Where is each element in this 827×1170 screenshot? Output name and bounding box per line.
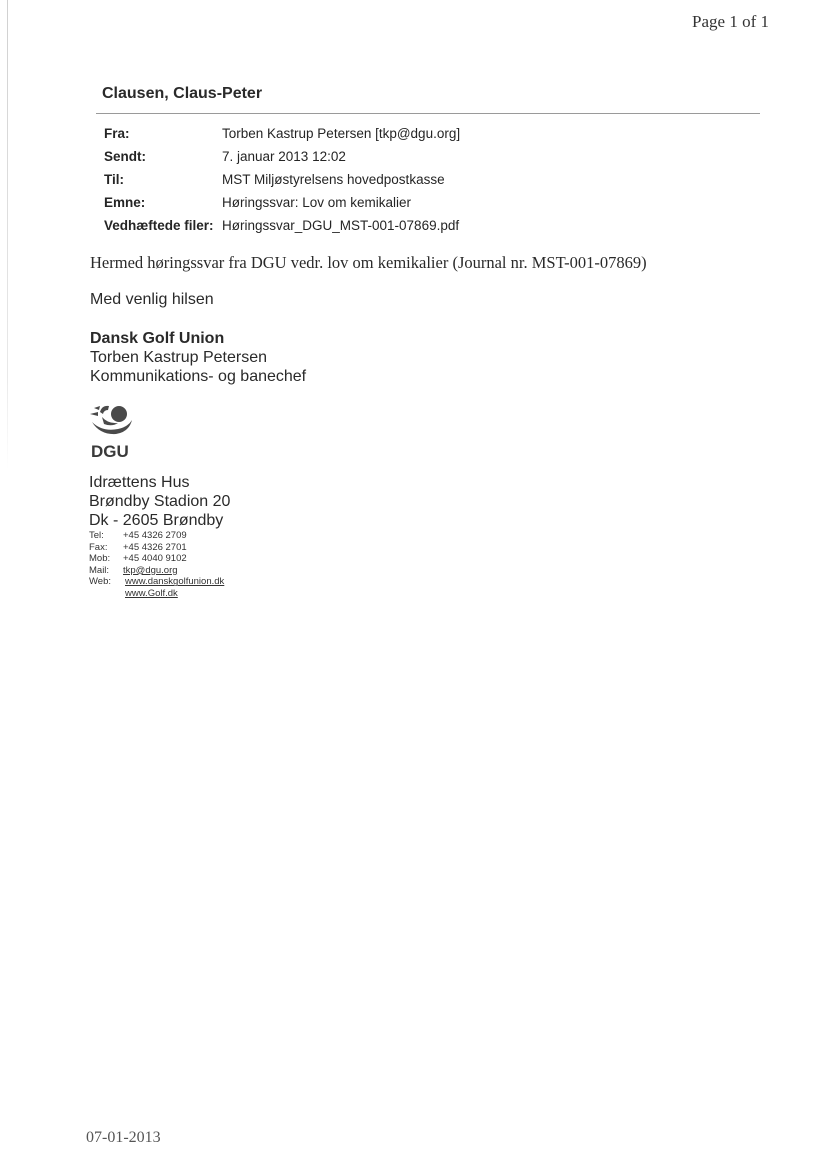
signature-name: Torben Kastrup Petersen <box>90 349 267 366</box>
header-label: Fra: <box>104 126 130 141</box>
contact-label: Mob: <box>89 553 111 565</box>
address-block <box>89 473 230 530</box>
contact-value-fax: +45 4326 2701 <box>123 541 187 553</box>
email-headers <box>104 122 460 237</box>
address-line: Dk - 2605 Brøndby <box>89 512 224 529</box>
address-line: Idrættens Hus <box>89 474 190 491</box>
header-divider <box>96 113 760 114</box>
address-line: Brøndby Stadion 20 <box>89 493 231 510</box>
header-row-from <box>104 122 460 145</box>
header-label: Sendt: <box>104 149 146 164</box>
email-greeting: Med venlig hilsen <box>90 291 214 308</box>
page-number: Page 1 of 1 <box>692 12 769 31</box>
email-intro: Hermed høringssvar fra DGU vedr. lov om kemikalier (Journal nr. MST-001-07869) <box>90 253 647 272</box>
sender-name: Clausen, Claus-Peter <box>102 85 263 102</box>
logo-text: DGU <box>91 442 129 461</box>
contact-row-mail <box>89 565 224 577</box>
header-label: Vedhæftede filer: <box>104 218 214 233</box>
contact-label <box>89 588 123 600</box>
header-label: Emne: <box>104 195 146 210</box>
contact-row-fax <box>89 542 224 554</box>
header-value-to: MST Miljøstyrelsens hovedpostkasse <box>222 172 445 187</box>
contact-info <box>89 530 224 600</box>
header-row-sent <box>104 145 460 168</box>
signature-organization: Dansk Golf Union <box>90 330 225 347</box>
header-row-subject <box>104 191 460 214</box>
contact-row-web <box>89 576 224 588</box>
website-link-danskgolfunion[interactable]: www.danskgolfunion.dk <box>125 576 225 588</box>
contact-label: Tel: <box>89 530 104 541</box>
header-value-sent: 7. januar 2013 12:02 <box>222 149 346 164</box>
dgu-logo-icon <box>88 402 136 462</box>
contact-row-tel <box>89 530 224 542</box>
contact-label: Fax: <box>89 541 108 553</box>
contact-row-mob <box>89 553 224 565</box>
header-value-attachment: Høringssvar_DGU_MST-001-07869.pdf <box>222 218 460 233</box>
website-link-golf[interactable]: www.Golf.dk <box>125 587 178 599</box>
signature-title: Kommunikations- og banechef <box>90 368 307 385</box>
header-label: Til: <box>104 172 124 187</box>
header-row-attachments <box>104 214 460 237</box>
email-link[interactable]: tkp@dgu.org <box>123 564 178 576</box>
contact-label: Web: <box>89 576 112 588</box>
header-value-subject: Høringssvar: Lov om kemikalier <box>222 195 412 210</box>
contact-value-tel: +45 4326 2709 <box>123 530 187 541</box>
scan-edge-shadow <box>7 0 8 470</box>
signature-block <box>90 329 306 386</box>
contact-row-web-2 <box>89 588 224 600</box>
contact-label: Mail: <box>89 564 110 576</box>
footer-date: 07-01-2013 <box>86 1129 161 1146</box>
contact-value-mob: +45 4040 9102 <box>123 553 187 565</box>
header-row-to <box>104 168 460 191</box>
header-value-from: Torben Kastrup Petersen [tkp@dgu.org] <box>222 126 461 141</box>
